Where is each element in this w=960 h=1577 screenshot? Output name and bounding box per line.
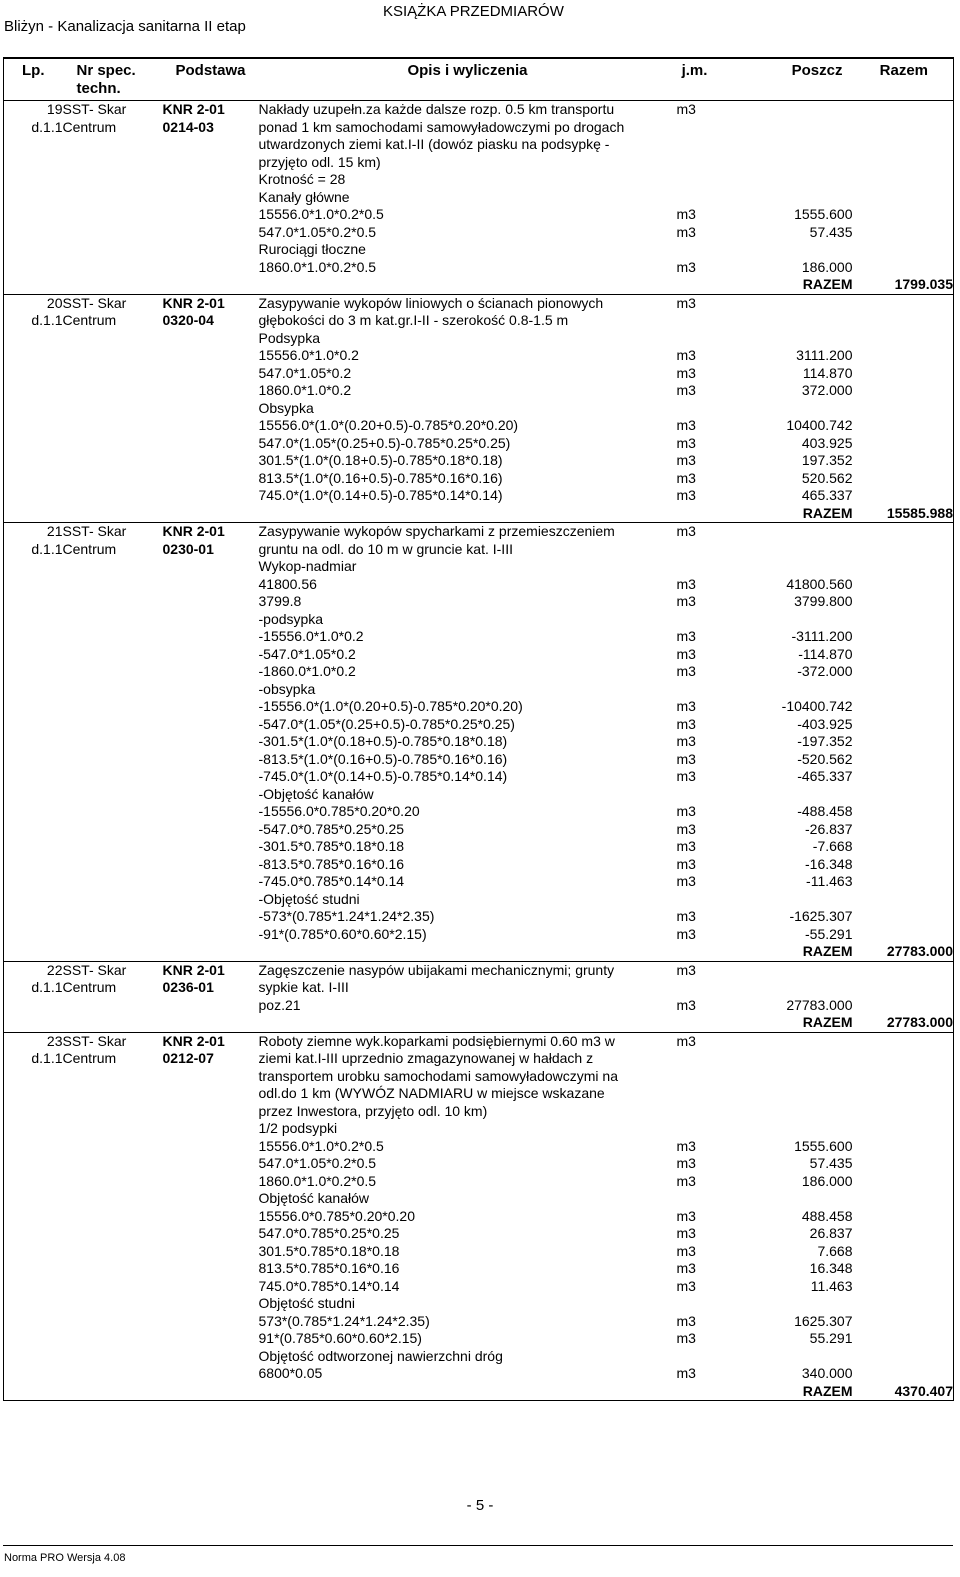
line-value (713, 611, 853, 629)
line-unit (677, 1103, 713, 1121)
line-value: 520.562 (801, 469, 853, 486)
line-unit (677, 891, 713, 909)
item-description (259, 523, 677, 962)
line-value: -403.925 (797, 715, 853, 732)
line-value: 7.668 (817, 1242, 853, 1259)
item-spec: SST- Skar Centrum (63, 961, 163, 1032)
line-value (713, 523, 853, 541)
calc-line: -745.0*(1.0*(0.14+0.5)-0.785*0.14*0.14) (258, 768, 508, 784)
calc-line: -573*(0.785*1.24*1.24*2.35) (258, 908, 435, 924)
item-basis: KNR 2-01 0236-01 (163, 961, 259, 1032)
line-value (713, 154, 853, 172)
line-unit: m3 (676, 1172, 696, 1189)
line-value: 3111.200 (796, 347, 853, 363)
line-value (713, 330, 853, 348)
line-unit: m3 (676, 1312, 696, 1329)
col-jm: j.m. (677, 58, 713, 101)
calc-line: 6800*0.05 (258, 1365, 323, 1381)
item-units (677, 523, 713, 962)
item-description (259, 294, 677, 523)
item-units (677, 1032, 713, 1401)
calc-line: 547.0*1.05*0.2*0.5 (258, 223, 377, 240)
razem-total: 27783.000 (886, 1014, 953, 1030)
line-value: -1625.307 (789, 908, 853, 924)
line-unit: m3 (676, 1365, 696, 1381)
line-unit: m3 (676, 487, 696, 503)
line-unit (677, 541, 713, 559)
line-value (713, 312, 853, 330)
line-unit (677, 330, 713, 348)
line-value (713, 1190, 853, 1208)
line-value: -7.668 (812, 838, 853, 854)
line-value (713, 681, 853, 699)
calc-line: Objętość studni (258, 1295, 355, 1311)
item-description (259, 101, 677, 295)
line-unit: m3 (676, 750, 696, 767)
item-description (259, 1032, 677, 1401)
line-unit: m3 (676, 1330, 696, 1346)
line-unit (677, 611, 713, 629)
estimate-table (3, 57, 954, 1401)
line-value: 114.870 (802, 364, 853, 381)
item-description (259, 961, 677, 1032)
calc-line: sypkie kat. I-III (258, 979, 349, 995)
calc-line: 15556.0*1.0*0.2 (258, 347, 359, 363)
line-unit: m3 (676, 925, 696, 942)
line-unit (677, 136, 713, 154)
calc-line: Zasypywanie wykopów liniowych o ścianach pionowych (258, 294, 604, 311)
line-unit (677, 1190, 713, 1208)
calc-line: 547.0*(1.05*(0.25+0.5)-0.785*0.25*0.25) (258, 434, 511, 451)
line-value: 55.291 (809, 1330, 853, 1346)
line-unit: m3 (676, 715, 696, 732)
table-row (4, 961, 954, 1032)
calc-line: Nakłady uzupełn.za każde dalsze rozp. 0.5 km transportu (258, 101, 615, 117)
table-header (4, 58, 954, 101)
calc-line: Objętość odtworzonej nawierzchni dróg (258, 1347, 503, 1364)
line-unit: m3 (676, 382, 696, 398)
line-value: -26.837 (805, 820, 853, 837)
item-number: 20 d.1.1 (4, 294, 63, 523)
calc-line: 547.0*1.05*0.2 (258, 364, 352, 381)
calc-line: Zagęszczenie nasypów ubijakami mechanicznymi; grunty (258, 961, 615, 978)
line-unit: m3 (676, 1277, 696, 1294)
line-unit: m3 (676, 417, 696, 433)
line-value: 488.458 (801, 1207, 853, 1224)
item-unit: m3 (676, 101, 696, 117)
item-basis: KNR 2-01 0320-04 (163, 294, 259, 523)
line-value: 16.348 (809, 1260, 853, 1276)
col-base: Podstawa (163, 58, 259, 101)
line-unit (677, 1348, 713, 1366)
line-value (713, 136, 853, 154)
calc-line: 15556.0*0.785*0.20*0.20 (258, 1207, 415, 1224)
calc-line: 547.0*1.05*0.2*0.5 (258, 1155, 377, 1171)
item-basis: KNR 2-01 0212-07 (163, 1032, 259, 1401)
calc-line: -547.0*(1.05*(0.25+0.5)-0.785*0.25*0.25) (258, 715, 515, 732)
line-unit (677, 312, 713, 330)
line-unit: m3 (676, 593, 696, 609)
line-value: 26.837 (809, 1225, 853, 1241)
line-value (713, 101, 853, 119)
calc-line: 1860.0*1.0*0.2 (258, 382, 352, 398)
line-value (713, 1068, 853, 1086)
col-poszcz: Poszcz (713, 58, 853, 101)
item-total (853, 961, 954, 1032)
line-value: 57.435 (809, 1155, 853, 1171)
calc-line: Rurociągi tłoczne (258, 241, 366, 257)
calc-line: Objętość kanałów (258, 1190, 370, 1206)
line-value: 1555.600 (794, 1137, 853, 1154)
calc-line: 301.5*0.785*0.18*0.18 (258, 1242, 400, 1259)
calc-line: 573*(0.785*1.24*1.24*2.35) (258, 1312, 430, 1329)
document-title: KSIĄŻKA PRZEDMIARÓW (383, 3, 564, 20)
line-unit: m3 (676, 469, 696, 486)
item-number: 19 d.1.1 (4, 101, 63, 295)
line-unit: m3 (676, 838, 696, 854)
line-value: -465.337 (797, 768, 853, 784)
line-unit (677, 189, 713, 207)
item-spec: SST- Skar Centrum (63, 294, 163, 523)
line-unit (677, 979, 713, 997)
line-value (713, 1120, 853, 1138)
line-value (713, 1085, 853, 1103)
calc-line: -813.5*0.785*0.16*0.16 (258, 855, 405, 872)
line-value: 57.435 (809, 223, 853, 240)
line-unit: m3 (676, 645, 696, 662)
col-razem: Razem (853, 58, 954, 101)
razem-total: 4370.407 (894, 1382, 953, 1399)
line-value: 403.925 (801, 434, 853, 451)
col-spec: Nr spec. techn. (63, 58, 163, 101)
calc-line: -745.0*0.785*0.14*0.14 (258, 873, 405, 889)
line-value: 1555.600 (794, 206, 853, 222)
line-unit (677, 119, 713, 137)
line-value (713, 1033, 853, 1051)
item-spec: SST- Skar Centrum (63, 523, 163, 962)
line-unit (677, 154, 713, 172)
razem-total: 1799.035 (894, 276, 953, 292)
razem-total: 15585.988 (886, 504, 953, 521)
calc-line: poz.21 (258, 996, 301, 1013)
item-unit: m3 (676, 961, 696, 978)
calc-line: -547.0*1.05*0.2 (258, 645, 356, 662)
line-unit: m3 (676, 996, 696, 1013)
line-value (713, 295, 853, 313)
line-value: 372.000 (801, 382, 853, 398)
item-number: 22 d.1.1 (4, 961, 63, 1032)
item-partials (713, 101, 853, 295)
line-unit: m3 (676, 1155, 696, 1171)
line-unit (677, 1120, 713, 1138)
item-unit: m3 (676, 1032, 696, 1049)
razem-total: 27783.000 (886, 943, 953, 959)
item-basis: KNR 2-01 0230-01 (163, 523, 259, 962)
line-unit (677, 1295, 713, 1313)
razem-label: RAZEM (802, 276, 853, 292)
line-unit: m3 (676, 663, 696, 679)
item-units (677, 294, 713, 523)
calc-line: odl.do 1 km (WYWÓZ NADMIARU w miejsce wskazane (258, 1085, 605, 1101)
line-unit: m3 (676, 1225, 696, 1241)
line-value (713, 962, 853, 980)
line-unit: m3 (676, 258, 696, 275)
item-partials (713, 294, 853, 523)
razem-label: RAZEM (802, 943, 853, 959)
calc-line: -813.5*(1.0*(0.16+0.5)-0.785*0.16*0.16) (258, 750, 508, 767)
table-row (4, 294, 954, 523)
line-value (713, 541, 853, 559)
calc-line: -Objętość kanałów (258, 785, 374, 802)
calc-line: 813.5*0.785*0.16*0.16 (258, 1260, 400, 1276)
line-value (713, 241, 853, 259)
line-unit (677, 1085, 713, 1103)
line-value (713, 558, 853, 576)
calc-line: Zasypywanie wykopów spycharkami z przemieszczeniem (258, 523, 615, 539)
calc-line: przyjęto odl. 15 km) (258, 153, 381, 170)
line-value (713, 119, 853, 137)
razem-label: RAZEM (802, 1014, 853, 1030)
line-value: 465.337 (801, 487, 853, 503)
calc-line: ziemi kat.I-III uprzednio zmagazynowanej w hałdach z (258, 1050, 594, 1066)
item-total (853, 294, 954, 523)
calc-line: -91*(0.785*0.60*0.60*2.15) (258, 925, 427, 942)
line-unit: m3 (676, 434, 696, 451)
razem-label: RAZEM (802, 1382, 853, 1399)
line-unit: m3 (676, 698, 696, 714)
col-lp: Lp. (4, 58, 63, 101)
line-value (713, 1103, 853, 1121)
line-unit: m3 (676, 364, 696, 381)
line-unit: m3 (676, 347, 696, 363)
calc-line: -Objętość studni (258, 890, 360, 907)
line-unit (677, 1050, 713, 1068)
calc-line: -15556.0*(1.0*(0.20+0.5)-0.785*0.20*0.20) (258, 698, 523, 714)
line-unit (677, 681, 713, 699)
line-value (713, 786, 853, 804)
line-value: 197.352 (801, 452, 853, 468)
line-unit (677, 786, 713, 804)
line-unit: m3 (676, 452, 696, 468)
calc-line: -1860.0*1.0*0.2 (258, 663, 356, 679)
line-value: 186.000 (801, 258, 853, 275)
calc-line: 1860.0*1.0*0.2*0.5 (258, 1172, 377, 1189)
line-value: -16.348 (805, 855, 853, 872)
table-row (4, 523, 954, 962)
item-total (853, 1032, 954, 1401)
line-value: -197.352 (797, 733, 853, 749)
calc-line: Kanały główne (258, 188, 350, 205)
calc-line: -15556.0*0.785*0.20*0.20 (258, 803, 420, 819)
calc-line: Podsypka (258, 329, 320, 346)
item-unit: m3 (676, 523, 696, 539)
line-unit: m3 (676, 575, 696, 592)
calc-line: 301.5*(1.0*(0.18+0.5)-0.785*0.18*0.18) (258, 452, 503, 468)
line-unit: m3 (676, 223, 696, 240)
calc-line: 15556.0*1.0*0.2*0.5 (258, 1137, 384, 1154)
line-unit: m3 (676, 1260, 696, 1276)
line-value: -10400.742 (781, 698, 853, 714)
calc-line: 745.0*(1.0*(0.14+0.5)-0.785*0.14*0.14) (258, 487, 503, 503)
line-value: -372.000 (797, 663, 853, 679)
line-value: 27783.000 (786, 996, 853, 1013)
calc-line: 3799.8 (258, 593, 302, 609)
calc-line: 15556.0*1.0*0.2*0.5 (258, 206, 384, 222)
line-unit: m3 (676, 1242, 696, 1259)
calc-line: Wykop-nadmiar (258, 558, 357, 574)
calc-line: 15556.0*(1.0*(0.20+0.5)-0.785*0.20*0.20) (258, 417, 519, 433)
footer-divider (3, 1545, 953, 1546)
line-value: -114.870 (798, 645, 853, 662)
col-desc: Opis i wyliczenia (259, 58, 677, 101)
line-unit (677, 241, 713, 259)
line-value (713, 979, 853, 997)
line-value (713, 1348, 853, 1366)
calc-line: 1860.0*1.0*0.2*0.5 (258, 258, 377, 275)
line-value: 186.000 (801, 1172, 853, 1189)
calc-line: -301.5*(1.0*(0.18+0.5)-0.785*0.18*0.18) (258, 733, 508, 749)
calc-line: Krotność = 28 (258, 171, 346, 187)
item-units (677, 101, 713, 295)
item-partials (713, 523, 853, 962)
line-value: 3799.800 (794, 593, 853, 609)
line-unit: m3 (676, 1137, 696, 1154)
calc-line: 813.5*(1.0*(0.16+0.5)-0.785*0.16*0.16) (258, 469, 503, 486)
calc-line: ponad 1 km samochodami samowyładowczymi po drogach (258, 118, 625, 135)
calc-line: Roboty ziemne wyk.koparkami podsiębiernymi 0.60 m3 w (258, 1032, 615, 1049)
line-value (713, 189, 853, 207)
item-number: 21 d.1.1 (4, 523, 63, 962)
line-value: 10400.742 (786, 417, 853, 433)
line-unit: m3 (676, 873, 696, 889)
line-unit: m3 (676, 855, 696, 872)
calc-line: utwardzonych ziemi kat.I-II (dowóz piasku na podsypkę - (258, 136, 610, 152)
calc-line: -15556.0*1.0*0.2 (258, 628, 364, 644)
line-unit: m3 (676, 803, 696, 819)
line-value (713, 171, 853, 189)
line-unit (677, 1068, 713, 1086)
page-number: - 5 - (466, 1497, 494, 1514)
line-value (713, 891, 853, 909)
line-value: -520.562 (797, 750, 853, 767)
calc-line: 41800.56 (258, 575, 317, 592)
line-unit: m3 (676, 628, 696, 644)
razem-label: RAZEM (802, 504, 853, 521)
line-unit: m3 (676, 733, 696, 749)
item-spec: SST- Skar Centrum (63, 1032, 163, 1401)
line-unit: m3 (676, 768, 696, 784)
line-value: -11.463 (806, 873, 853, 889)
line-value (713, 1295, 853, 1313)
calc-line: transportem urobku samochodami samowyładowczymi na (258, 1067, 618, 1084)
item-spec: SST- Skar Centrum (63, 101, 163, 295)
table-row (4, 101, 954, 295)
line-value: -3111.200 (791, 628, 853, 644)
document-subject: Bliżyn - Kanalizacja sanitarna II etap (4, 18, 246, 35)
line-value: 11.463 (810, 1277, 853, 1294)
calc-line: 1/2 podsypki (258, 1120, 338, 1136)
line-unit: m3 (676, 820, 696, 837)
item-number: 23 d.1.1 (4, 1032, 63, 1401)
line-unit (677, 400, 713, 418)
line-value: 1625.307 (794, 1312, 853, 1329)
calc-line: Obsypka (258, 399, 314, 416)
calc-line: 745.0*0.785*0.14*0.14 (258, 1277, 400, 1294)
calc-line: -547.0*0.785*0.25*0.25 (258, 820, 405, 837)
line-unit: m3 (676, 1207, 696, 1224)
item-units (677, 961, 713, 1032)
line-unit (677, 558, 713, 576)
line-value: -55.291 (805, 925, 853, 942)
item-total (853, 101, 954, 295)
line-unit: m3 (676, 206, 696, 222)
line-value: -488.458 (797, 803, 853, 819)
line-unit: m3 (676, 908, 696, 924)
calc-line: przez Inwestora, przyjęto odl. 10 km) (258, 1102, 488, 1119)
calc-line: 91*(0.785*0.60*0.60*2.15) (258, 1330, 422, 1346)
line-value (713, 1050, 853, 1068)
line-unit (677, 171, 713, 189)
line-value (713, 400, 853, 418)
calc-line: głębokości do 3 m kat.gr.I-II - szerokość 0.8-1.5 m (258, 312, 569, 328)
line-value: 41800.560 (786, 575, 853, 592)
table-row (4, 1032, 954, 1401)
item-total (853, 523, 954, 962)
item-partials (713, 961, 853, 1032)
calc-line: -301.5*0.785*0.18*0.18 (258, 838, 405, 854)
calc-line: -obsypka (258, 680, 316, 697)
line-value: 340.000 (801, 1365, 853, 1381)
item-unit: m3 (676, 294, 696, 311)
calc-line: gruntu na odl. do 10 m w gruncie kat. I-III (258, 540, 513, 557)
item-basis: KNR 2-01 0214-03 (163, 101, 259, 295)
calc-line: -podsypka (258, 610, 324, 627)
item-partials (713, 1032, 853, 1401)
software-version: Norma PRO Wersja 4.08 (4, 1552, 126, 1564)
calc-line: 547.0*0.785*0.25*0.25 (258, 1225, 400, 1241)
